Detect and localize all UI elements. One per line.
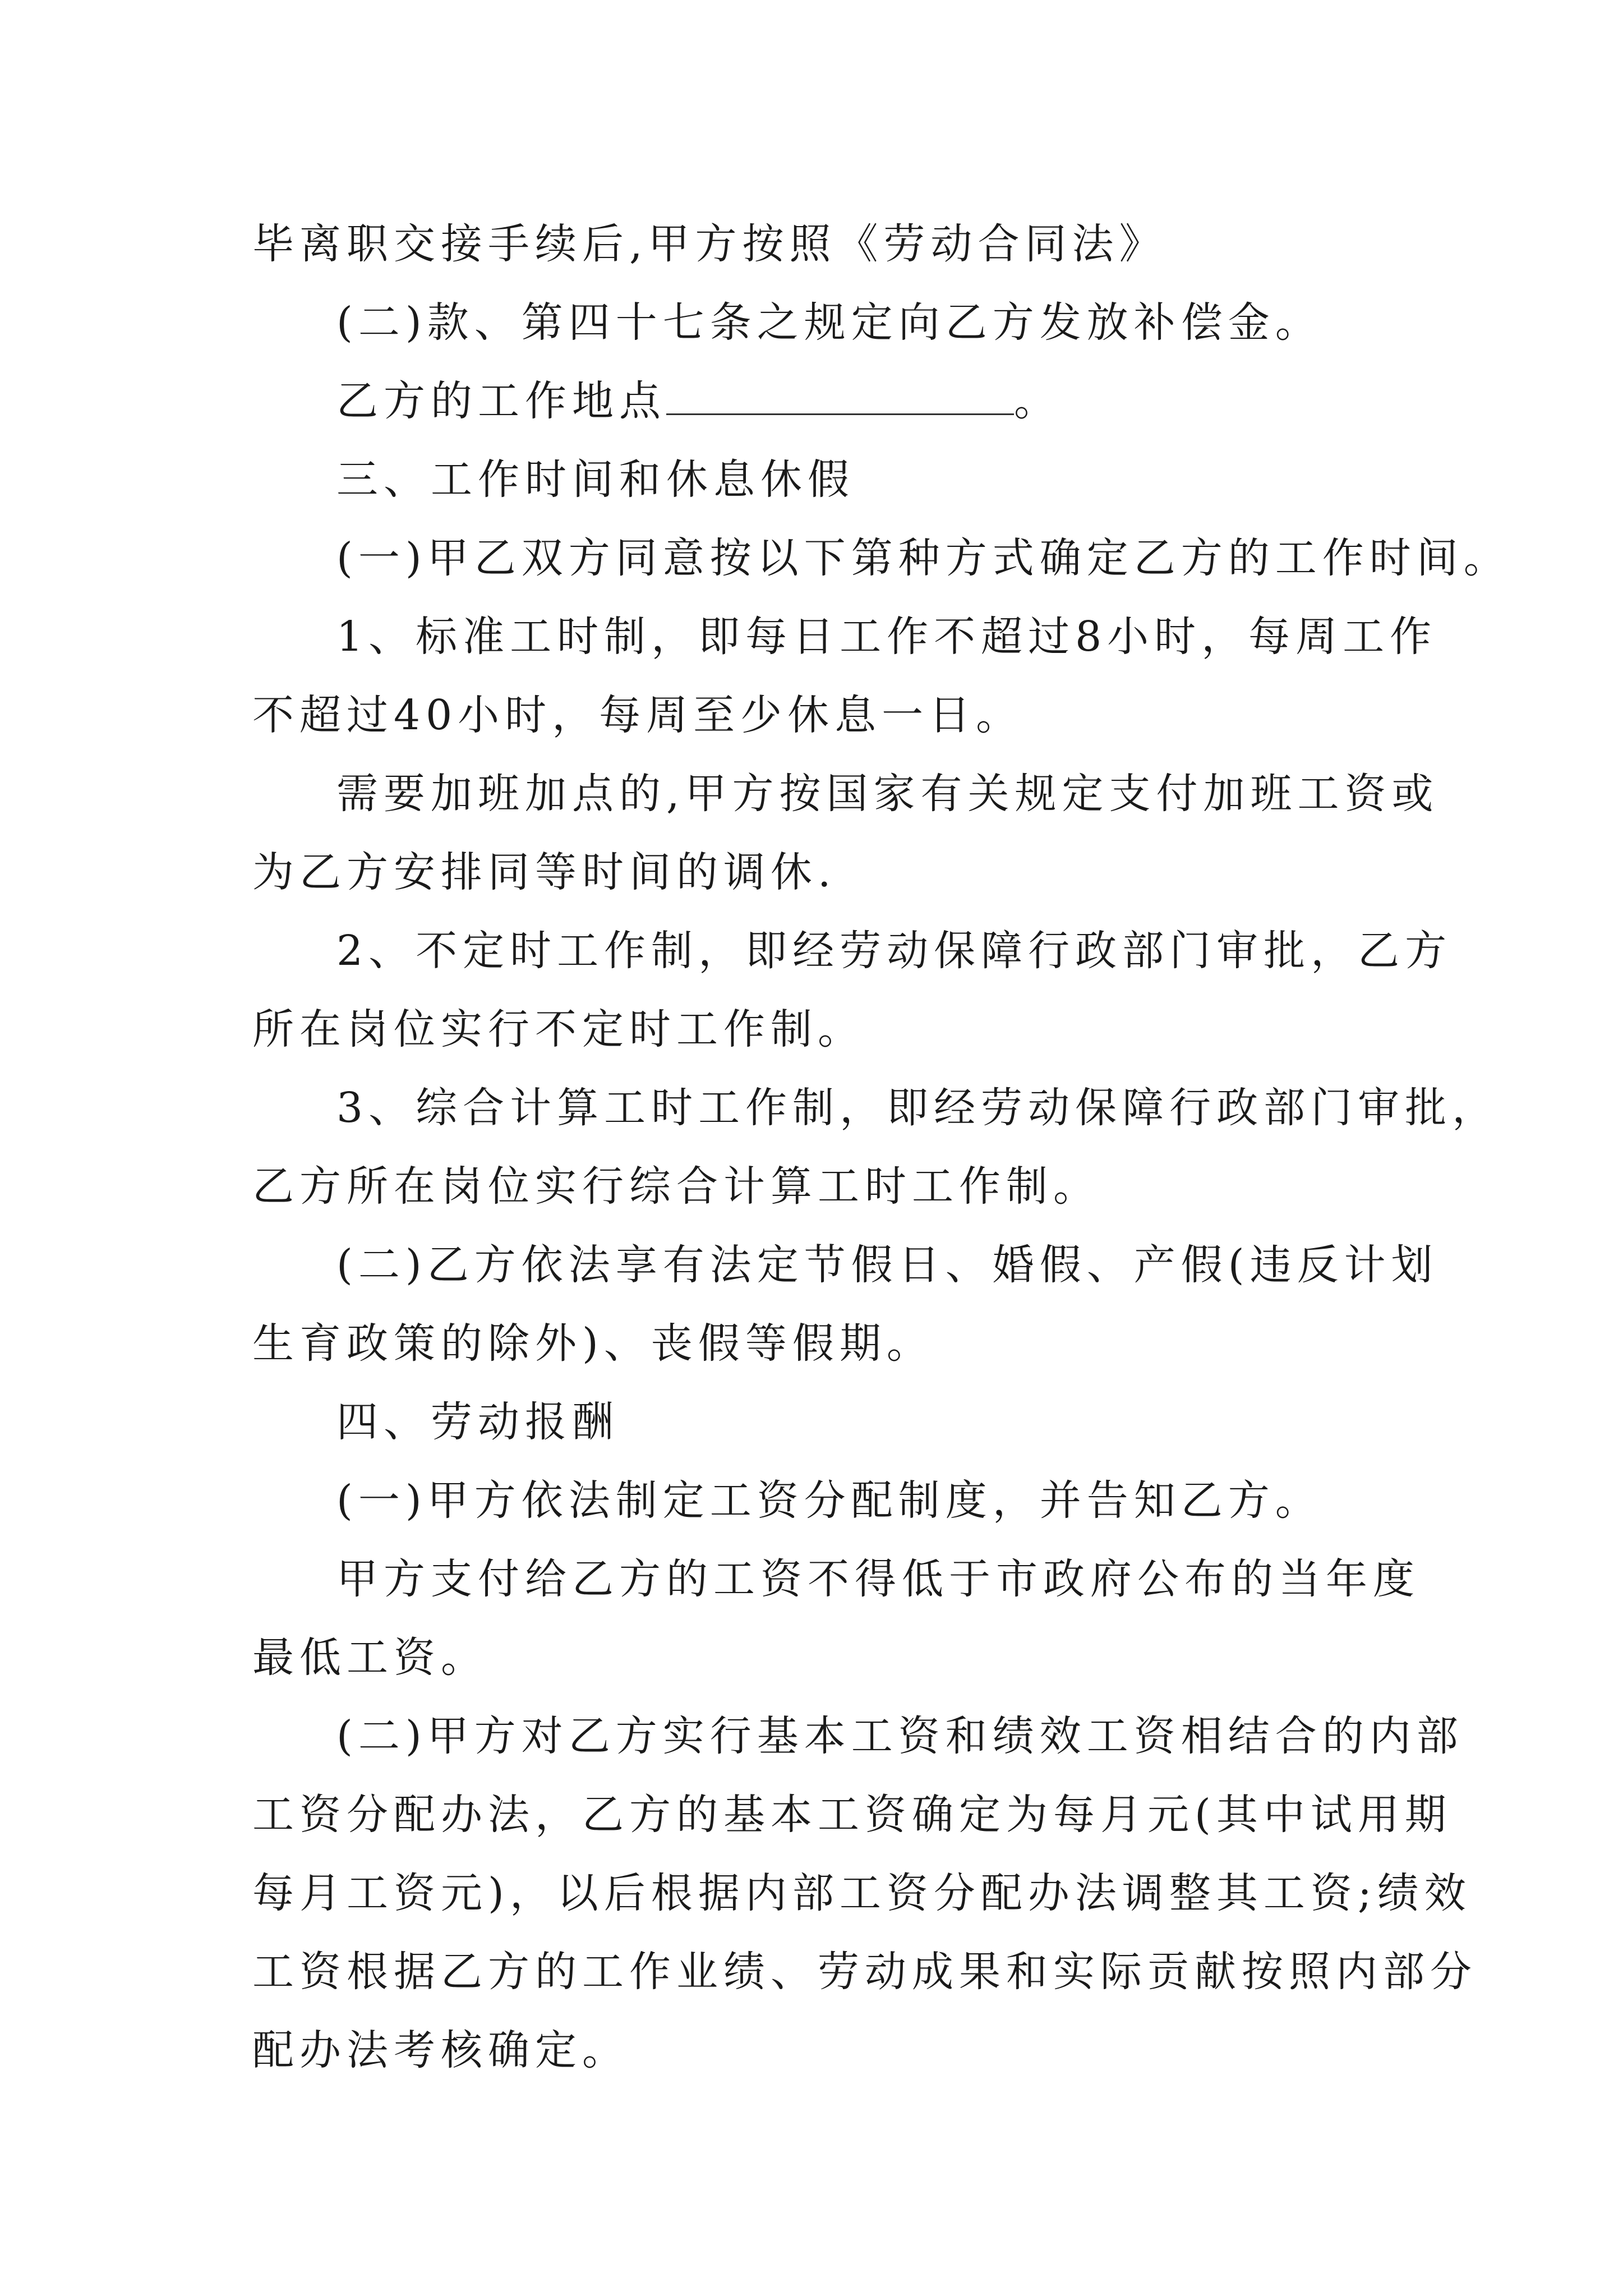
text-line: 甲方支付给乙方的工资不得低于市政府公布的当年度 [336, 1555, 1420, 1603]
text-line: (二)乙方依法享有法定节假日、婚假、产假(违反计划 [336, 1241, 1438, 1289]
work-location-line [336, 373, 1061, 429]
text-line: (二)甲方对乙方实行基本工资和绩效工资相结合的内部 [336, 1712, 1464, 1760]
text-line: 毕离职交接手续后,甲方按照《劳动合同法》 [252, 220, 1166, 268]
text-line: 3、综合计算工时工作制，即经劳动保障行政部门审批， [336, 1084, 1500, 1132]
text-line: 乙方所在岗位实行综合计算工时工作制。 [252, 1162, 1100, 1211]
text-line: (二)款、第四十七条之规定向乙方发放补偿金。 [336, 298, 1322, 347]
section-heading: 三、工作时间和休息休假 [336, 455, 855, 504]
text-line: (一)甲方依法制定工资分配制度，并告知乙方。 [336, 1476, 1322, 1525]
text-line: 每月工资元)，以后根据内部工资分配办法调整其工资;绩效 [252, 1869, 1472, 1917]
blank-underline [666, 380, 1014, 415]
work-location-label: 乙方的工作地点 [336, 377, 666, 425]
text-line: 1、标准工时制，即每日工作不超过8小时，每周工作 [336, 613, 1437, 661]
text-line: 工资根据乙方的工作业绩、劳动成果和实际贡献按照内部分 [252, 1948, 1477, 1996]
work-location-end: 。 [1014, 377, 1061, 425]
text-line: 工资分配办法，乙方的基本工资确定为每月元(其中试用期 [252, 1791, 1452, 1839]
text-line: 为乙方安排同等时间的调休. [252, 848, 837, 896]
text-line: 所在岗位实行不定时工作制。 [252, 1005, 865, 1053]
text-line: 最低工资。 [252, 1634, 488, 1682]
text-line: 需要加班加点的,甲方按国家有关规定支付加班工资或 [336, 770, 1439, 818]
section-heading: 四、劳动报酬 [336, 1398, 619, 1446]
text-line: 不超过40小时，每周至少休息一日。 [252, 691, 1023, 739]
text-line: (一)甲乙双方同意按以下第种方式确定乙方的工作时间。 [336, 534, 1511, 582]
text-line: 生育政策的除外)、丧假等假期。 [252, 1319, 934, 1368]
text-line: 配办法考核确定。 [252, 2026, 629, 2074]
text-line: 2、不定时工作制，即经劳动保障行政部门审批，乙方 [336, 927, 1453, 975]
